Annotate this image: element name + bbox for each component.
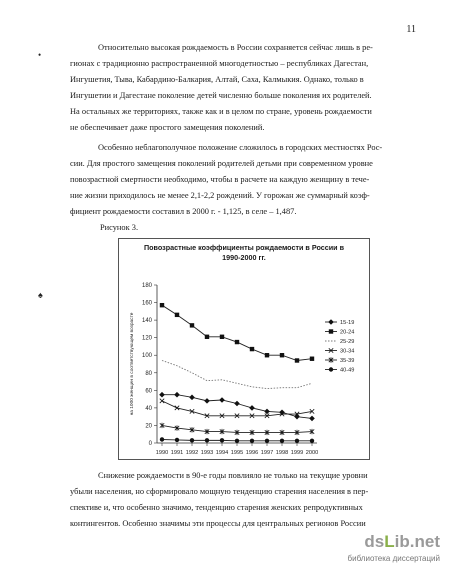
paragraph-line: сии. Для простого замещения поколений родителей детьми при современном уровне — [70, 159, 373, 168]
x-tick-label: 1994 — [215, 450, 229, 456]
data-point-40-49 — [265, 439, 269, 443]
paragraph-line: Ингушетия, Тыва, Кабардино-Балкария, Алтай, Саха, Калмыкия. Однако, только в — [70, 75, 364, 84]
legend-label: 15-19 — [340, 320, 355, 326]
paragraph-line: фициент рождаемости составил в 2000 г. - 1,125, в селе – 1,487. — [70, 207, 297, 216]
paragraph-line: Снижение рождаемости в 90-е годы повлияло не только на текущие уровни — [98, 471, 368, 480]
data-point-15-19 — [174, 392, 180, 398]
paragraph-line: ние жизни приходилось не менее 2,1-2,2 рождений. У горожан же суммарный коэф- — [70, 191, 370, 200]
data-point-30-34 — [160, 399, 164, 403]
data-point-20-24 — [280, 353, 284, 357]
paragraph-line: Относительно высокая рождаемость в России сохраняется сейчас лишь в ре- — [98, 43, 373, 52]
series-line-25-29 — [162, 360, 312, 388]
y-tick-label: 140 — [141, 318, 152, 325]
paragraph-line: повозрастной смертности необходимо, чтобы в расчете на каждую женщину в тече- — [70, 175, 370, 184]
y-tick-label: 100 — [141, 353, 152, 360]
y-tick-label: 0 — [148, 441, 152, 447]
data-point-40-49 — [310, 439, 314, 443]
data-point-20-24 — [265, 353, 269, 357]
data-point-20-24 — [250, 347, 254, 351]
paragraph-line: контингентов. Особенно значимы эти процессы для центральных регионов России — [70, 519, 366, 528]
y-tick-label: 120 — [141, 335, 152, 342]
data-point-15-19 — [204, 398, 210, 404]
paragraph-3 — [70, 468, 400, 532]
data-point-40-49 — [175, 438, 179, 442]
data-point-20-24 — [220, 335, 224, 339]
margin-mark-top: • — [38, 50, 42, 60]
legend-marker-40-49 — [329, 367, 333, 371]
logo-suffix: ib.net — [394, 532, 440, 551]
logo-prefix: ds — [364, 532, 385, 551]
chart-title-line: 1990-2000 гг. — [222, 253, 266, 262]
x-tick-label: 1998 — [275, 450, 289, 456]
chart-plot — [119, 239, 369, 459]
x-tick-label: 1990 — [155, 450, 169, 456]
data-point-15-19 — [219, 397, 225, 403]
x-tick-label: 1996 — [245, 450, 259, 456]
data-point-20-24 — [190, 323, 194, 327]
data-point-40-49 — [250, 439, 254, 443]
chart — [118, 238, 370, 460]
data-point-20-24 — [295, 358, 299, 362]
data-point-40-49 — [160, 437, 164, 441]
data-point-40-49 — [235, 439, 239, 443]
series-line-20-24 — [162, 305, 312, 360]
data-point-20-24 — [235, 340, 239, 344]
data-point-40-49 — [295, 439, 299, 443]
watermark-logo — [348, 532, 440, 552]
data-point-15-19 — [234, 401, 240, 407]
legend-label: 30-34 — [340, 348, 355, 355]
x-tick-label: 1999 — [290, 450, 304, 456]
paragraph-line: не обеспечивает даже простого замещения поколений. — [70, 123, 265, 132]
data-point-15-19 — [294, 414, 300, 420]
legend-label: 35-39 — [340, 358, 355, 364]
data-point-20-24 — [160, 303, 164, 307]
legend-label: 25-29 — [340, 339, 355, 345]
watermark-subtitle: библиотека диссертаций — [347, 554, 440, 563]
watermark — [348, 532, 440, 563]
paragraph-line: убыли населения, но сформировало мощную тенденцию старения населения в пер- — [70, 487, 369, 496]
x-tick-label: 2000 — [305, 450, 319, 456]
data-point-40-49 — [280, 439, 284, 443]
y-tick-label: 160 — [141, 300, 152, 307]
x-tick-label: 1997 — [260, 450, 274, 456]
margin-mark-middle: ♠ — [38, 290, 43, 300]
data-point-40-49 — [205, 438, 209, 442]
data-point-20-24 — [205, 335, 209, 339]
x-tick-label: 1995 — [230, 450, 244, 456]
data-point-15-19 — [189, 395, 195, 401]
series-line-15-19 — [162, 395, 312, 419]
y-axis-label: на 1000 женщин в соответствующем возрасте — [130, 312, 135, 416]
paragraph-2 — [70, 140, 400, 220]
data-point-20-24 — [310, 357, 314, 361]
y-tick-label: 80 — [145, 370, 152, 377]
data-point-15-19 — [159, 392, 165, 398]
data-point-40-49 — [190, 438, 194, 442]
logo-highlight: L — [384, 532, 395, 551]
paragraph-line: гионах с традиционно распространенной многодетностью – республиках Дагестан, — [70, 59, 369, 68]
x-tick-label: 1991 — [170, 450, 184, 456]
y-tick-label: 180 — [141, 283, 152, 289]
y-tick-label: 20 — [145, 423, 152, 430]
legend-label: 20-24 — [340, 329, 355, 336]
paragraph-line: Ингушетии и Дагестане поколение детей численно больше поколения их родителей. — [70, 91, 372, 100]
data-point-20-24 — [175, 313, 179, 317]
paragraph-line: На остальных же территориях, также как и в целом по стране, уровень рождаемости — [70, 107, 372, 116]
legend-marker-20-24 — [329, 329, 333, 333]
x-tick-label: 1992 — [185, 450, 199, 456]
figure-caption: Рисунок 3. — [100, 223, 139, 232]
paragraph-1 — [70, 40, 400, 136]
data-point-15-19 — [309, 416, 315, 422]
data-point-40-49 — [220, 438, 224, 442]
y-tick-label: 40 — [145, 405, 152, 412]
legend-marker-15-19 — [328, 319, 334, 325]
paragraph-line: Особенно неблагополучное положение сложилось в городских местностях Рос- — [98, 143, 383, 152]
legend-label: 40-49 — [340, 367, 355, 374]
page-number: 11 — [406, 24, 416, 35]
data-point-15-19 — [249, 405, 255, 411]
x-tick-label: 1993 — [200, 450, 214, 456]
y-tick-label: 60 — [145, 388, 152, 395]
paragraph-line: спективе и, что особенно значимо, тенденцию старения женских репродуктивных — [70, 503, 363, 512]
chart-title-line: Повозрастные коэффициенты рождаемости в России в — [144, 243, 344, 252]
